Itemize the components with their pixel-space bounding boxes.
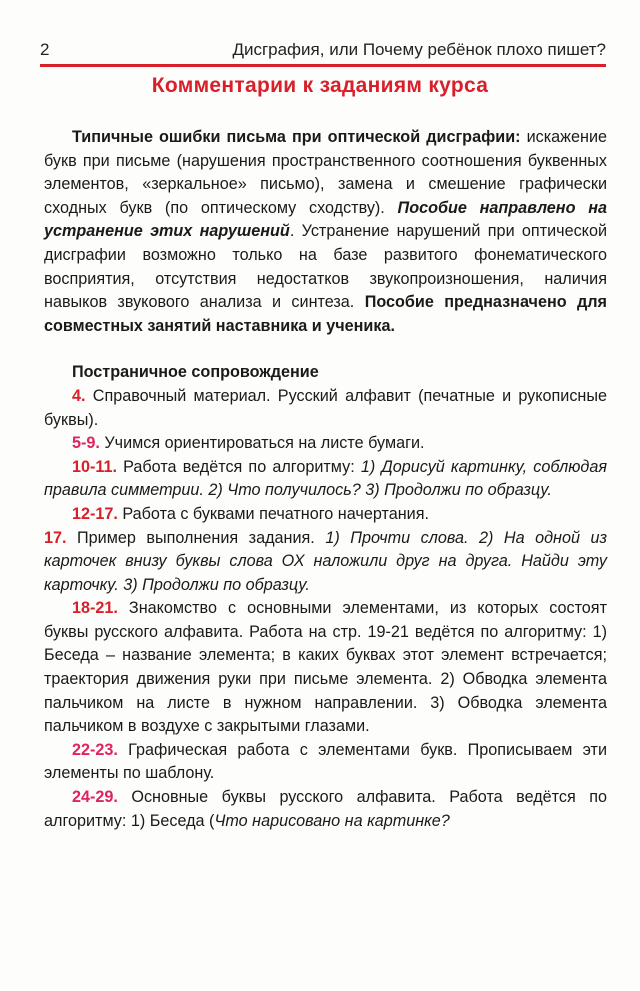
page-ref: 12-17. <box>72 504 118 523</box>
header-divider <box>40 64 606 67</box>
intro-paragraph <box>44 126 607 338</box>
list-item <box>44 597 607 739</box>
list-item <box>44 503 607 527</box>
intro-text-1: искажение букв при письме (нарушения пространственного соотношения буквенных элементов, «зеркальное» письмо), замена и смешение графически сходных букв (по оптическому сходству). <box>44 128 607 217</box>
item-text: Графическая работа с элементами букв. Прописываем эти элементы по шаблону. <box>44 740 607 783</box>
page-ref: 17. <box>44 528 67 547</box>
item-text: Знакомство с основными элементами, из которых состоят буквы русского алфавита. Работа на стр. 19-21 ведётся по алгоритму: 1) Беседа – название элемента; в каких буквах этот элемент встречается; траектория движения руки при письме элемента. 2) Обводка элемента пальчиком на листе в нужном направлении. 3) Обводка элемента пальчиком в воздухе с закрытыми глазами. <box>44 599 607 736</box>
page-ref: 4. <box>72 386 86 405</box>
page-title: Комментарии к заданиям курса <box>151 74 489 97</box>
list-item <box>44 739 607 786</box>
list-item <box>44 385 607 432</box>
item-italic: 1) Дорисуй картинку, соблюдая правила симметрии. 2) Что получилось? 3) Продолжи по образцу. <box>44 457 607 500</box>
list-item <box>44 527 607 598</box>
page-number: 2 <box>40 40 50 59</box>
intro-text-2: . Устранение нарушений при оптической дисграфии возможно только на базе развитого фонематического восприятия, отсутствия недостатков звукопроизношения, наличия навыков звукового анализа и синтеза. <box>44 222 607 312</box>
intro-emphasis-1: Пособие направлено на устранение этих нарушений <box>44 198 607 241</box>
page-header <box>40 40 606 60</box>
item-text: Учимся ориентироваться на листе бумаги. <box>99 434 425 453</box>
running-title: Дисграфия, или Почему ребёнок плохо пишет? <box>232 40 606 59</box>
page-ref: 5-9. <box>72 434 100 453</box>
page-ref: 18-21. <box>72 599 118 618</box>
body-text <box>44 126 607 833</box>
intro-lead: Типичные ошибки письма при оптической дисграфии: <box>72 128 521 146</box>
item-italic: Что нарисовано на картинке? <box>214 811 450 830</box>
intro-emphasis-2: Пособие предназначено для совместных занятий наставника и ученика. <box>44 293 607 335</box>
list-item <box>44 456 607 503</box>
item-text: Пример выполнения задания. <box>66 528 326 547</box>
page-ref: 22-23. <box>72 740 118 759</box>
item-text: Работа с буквами печатного начертания. <box>117 504 429 523</box>
page-ref: 10-11. <box>72 457 118 476</box>
item-text: Справочный материал. Русский алфавит (печатные и рукописные буквы). <box>44 386 607 429</box>
section-heading: Постраничное сопровождение <box>72 363 319 382</box>
list-item <box>44 786 607 833</box>
item-text: Работа ведётся по алгоритму: <box>117 457 361 476</box>
item-italic: 1) Прочти слова. 2) На одной из карточек внизу буквы слова ОХ наложили друг на друга. Найди эту карточку. 3) Продолжи по образцу. <box>44 528 607 594</box>
item-text: Основные буквы русского алфавита. Работа ведётся по алгоритму: 1) Беседа ( <box>44 788 607 830</box>
list-item <box>44 432 607 456</box>
page-ref: 24-29. <box>72 788 118 807</box>
